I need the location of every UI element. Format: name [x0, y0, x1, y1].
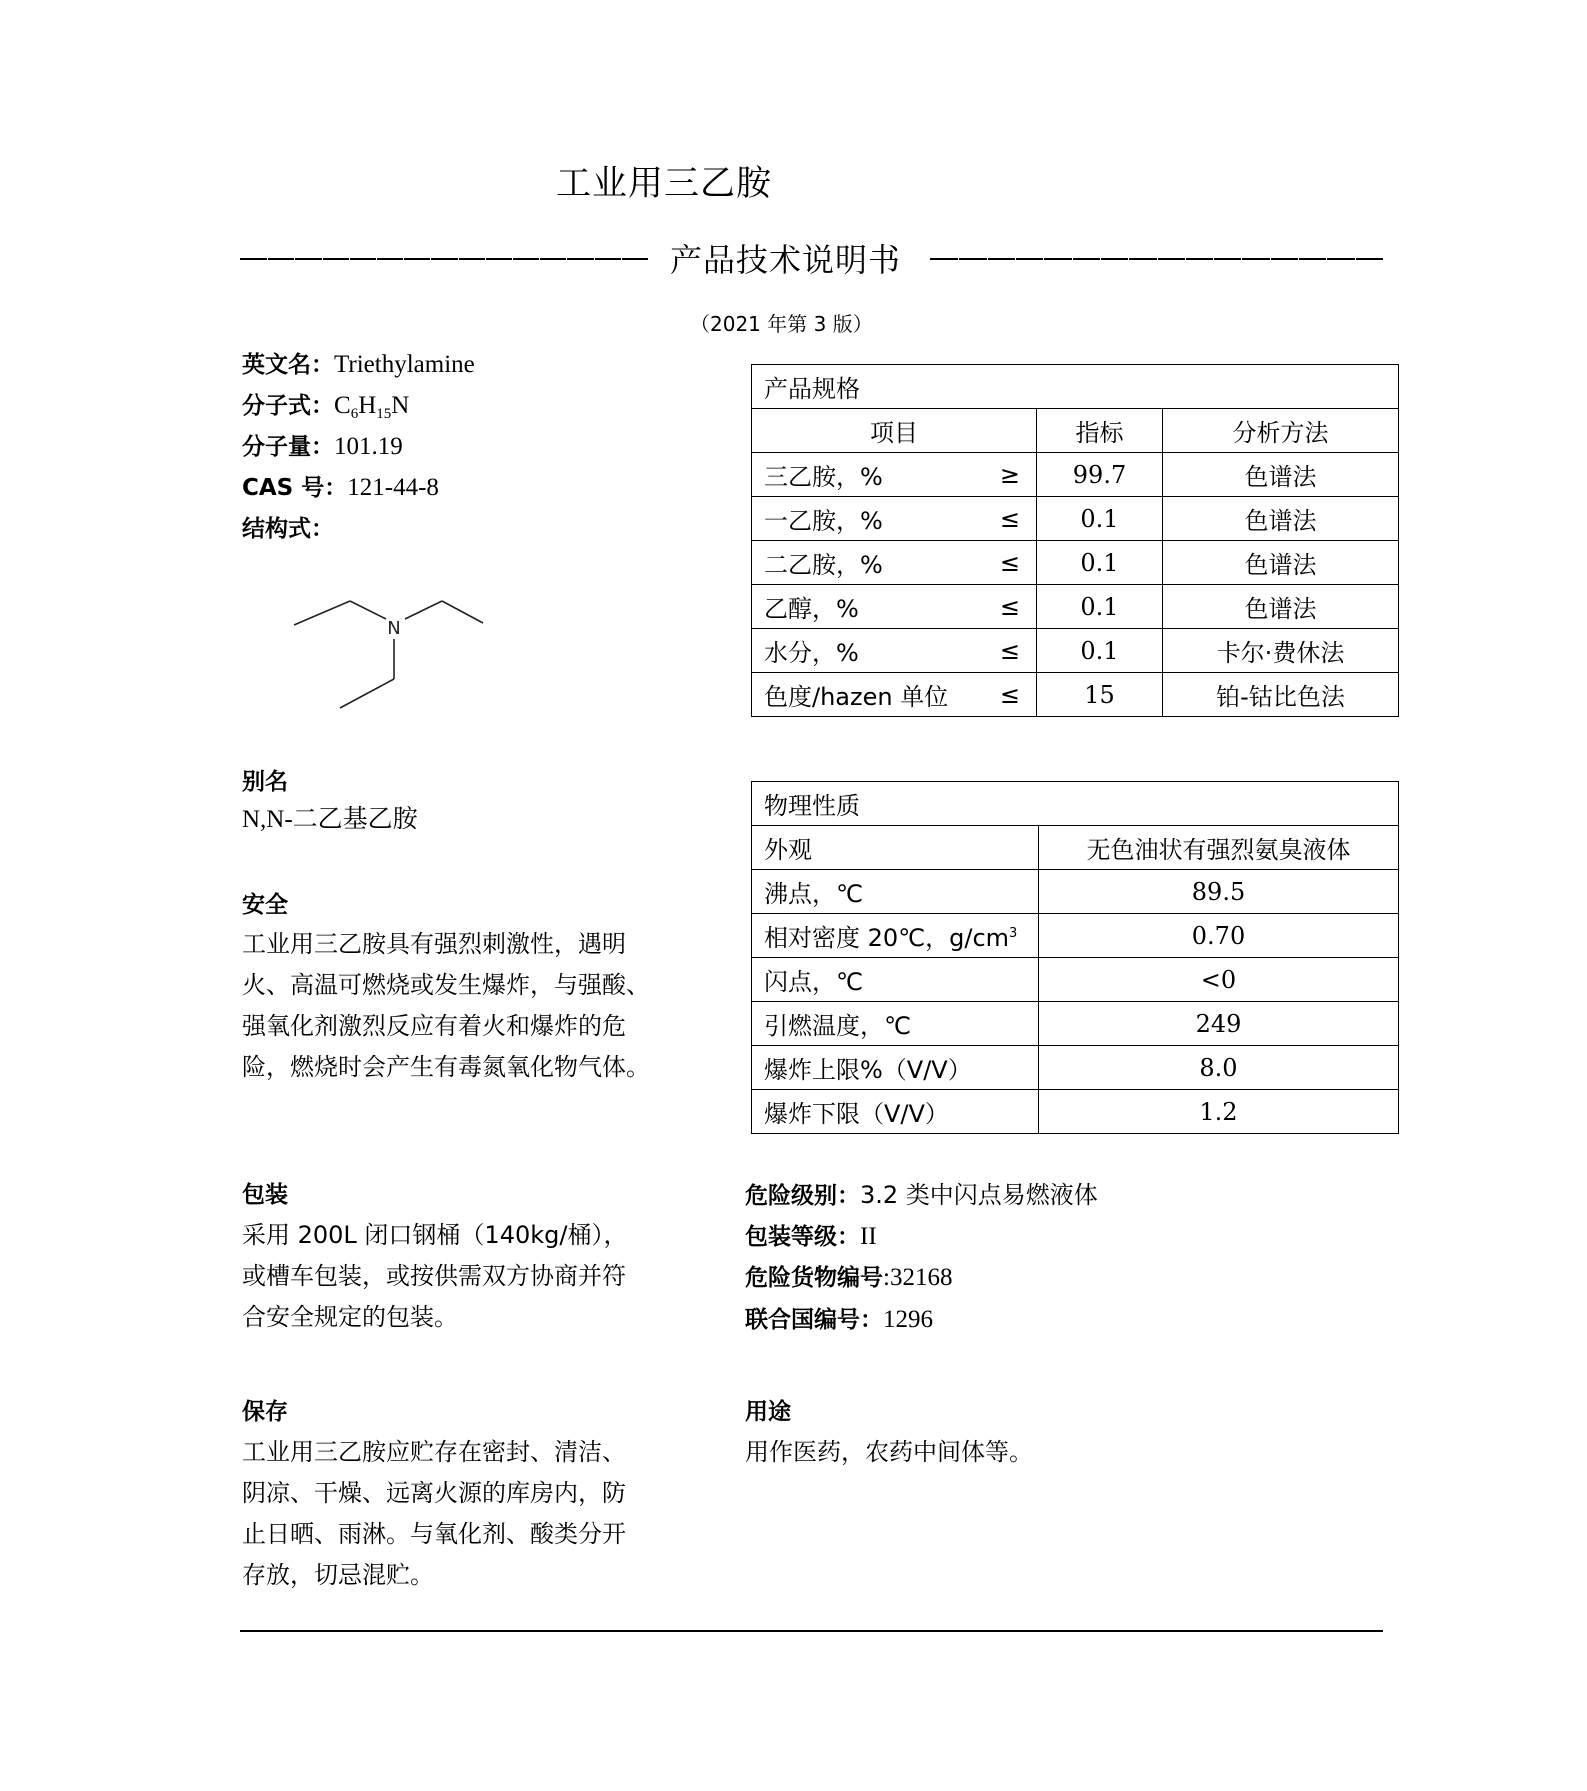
formula-n: N [391, 392, 410, 419]
packaging-heading: 包装 [242, 1182, 288, 1208]
molecular-weight-value: 101.19 [334, 433, 403, 460]
table-row [752, 914, 1399, 958]
molecular-weight-label: 分子量： [242, 434, 334, 460]
paragraph-line: 存放，切忌混贮。 [242, 1561, 434, 1589]
subtitle-dash-right [930, 258, 1383, 260]
packing-group-line [745, 1222, 877, 1252]
property-name: 闪点，℃ [752, 958, 1039, 1002]
spec-item-cell [752, 629, 1037, 673]
property-name-cell [752, 914, 1039, 958]
table-row [752, 673, 1399, 717]
spec-item: 乙醇，% [764, 595, 859, 623]
dash-gap [322, 257, 323, 261]
paragraph-line: 工业用三乙胺具有强烈刺激性，遇明 [242, 930, 626, 958]
bond [405, 601, 442, 619]
safety-paragraph [242, 924, 722, 1088]
document-title: 工业用三乙胺 [556, 164, 773, 204]
dash-gap [1043, 257, 1044, 261]
english-name-label: 英文名： [242, 352, 334, 378]
spec-item-cell [752, 585, 1037, 629]
table-row [752, 629, 1399, 673]
cas-label: CAS 号： [242, 475, 348, 501]
dash-gap [958, 257, 959, 261]
safety-heading: 安全 [242, 892, 288, 918]
document-subtitle: 产品技术说明书 [670, 241, 902, 279]
dash-gap [539, 257, 540, 261]
cas-line [242, 473, 439, 503]
table-row [752, 585, 1399, 629]
dash-gap [512, 257, 513, 261]
un-number-line [745, 1305, 933, 1335]
spec-value: 0.1 [1037, 541, 1163, 585]
paragraph-line: 止日晒、雨淋。与氧化剂、酸类分开 [242, 1520, 626, 1548]
structural-formula-image [290, 595, 500, 715]
spec-item-cell [752, 673, 1037, 717]
alias-text-line [242, 805, 418, 835]
paragraph-line: 火、高温可燃烧或发生爆炸，与强酸、 [242, 971, 650, 999]
paragraph-line: 合安全规定的包装。 [242, 1303, 458, 1331]
edition-label: （2021 年第 3 版） [690, 312, 873, 336]
dash-gap [1100, 257, 1101, 261]
formula-label: 分子式： [242, 393, 334, 419]
subtitle-dash-left [240, 258, 648, 260]
paragraph-line: 强氧化剂激烈反应有着火和爆炸的危 [242, 1012, 626, 1040]
dash-gap [349, 257, 350, 261]
table-row [752, 958, 1399, 1002]
comparator-symbol: ≤ [999, 592, 1020, 621]
column-header: 分析方法 [1163, 409, 1399, 453]
property-name: 相对密度 20℃，g/cm [764, 924, 1010, 952]
formula-c-count: 6 [350, 406, 359, 422]
property-value: 89.5 [1039, 870, 1399, 914]
comparator-symbol: ≤ [999, 548, 1020, 577]
storage-paragraph [242, 1432, 722, 1596]
packing-group-value: II [860, 1223, 877, 1250]
dash-gap [1015, 257, 1016, 261]
table-row [752, 870, 1399, 914]
spec-item: 色度/hazen 单位 [764, 683, 949, 711]
packing-group-label: 包装等级： [745, 1224, 860, 1250]
dash-gap [1185, 257, 1186, 261]
spec-method: 色谱法 [1163, 497, 1399, 541]
bond [340, 679, 394, 708]
property-value: <0 [1039, 958, 1399, 1002]
spec-value: 99.7 [1037, 453, 1163, 497]
dash-gap [403, 257, 404, 261]
formula-c: C [334, 392, 351, 419]
property-name: 爆炸下限（V/V） [752, 1090, 1039, 1134]
column-header: 项目 [752, 409, 1037, 453]
formula-h-count: 15 [376, 406, 392, 422]
comparator-symbol: ≤ [999, 504, 1020, 533]
property-value: 1.2 [1039, 1090, 1399, 1134]
property-value: 无色油状有强烈氨臭液体 [1039, 826, 1399, 870]
dash-gap [1298, 257, 1299, 261]
table-header-row [752, 409, 1399, 453]
formula-h: H [358, 392, 377, 419]
dangerous-goods-number-line [745, 1263, 952, 1293]
un-number-label: 联合国编号： [745, 1307, 883, 1333]
spec-method: 色谱法 [1163, 541, 1399, 585]
property-name: 沸点，℃ [752, 870, 1039, 914]
comparator-symbol: ≤ [999, 636, 1020, 665]
dash-gap [987, 257, 988, 261]
table-row [752, 541, 1399, 585]
paragraph-line: 工业用三乙胺应贮存在密封、清洁、 [242, 1438, 626, 1466]
spec-value: 15 [1037, 673, 1163, 717]
structure-label: 结构式： [242, 516, 334, 542]
table-row [752, 1090, 1399, 1134]
table-row [752, 1002, 1399, 1046]
dash-gap [566, 257, 567, 261]
cas-value: 121-44-8 [347, 474, 439, 501]
table-row [752, 497, 1399, 541]
spec-item: 三乙胺，% [764, 463, 883, 491]
dash-gap [1213, 257, 1214, 261]
bond [442, 601, 483, 623]
alias-text: N,N-二乙基乙胺 [242, 806, 418, 833]
product-spec-table [751, 364, 1399, 717]
comparator-symbol: ≤ [999, 680, 1020, 709]
table-row [752, 826, 1399, 870]
dash-gap [1355, 257, 1356, 261]
dash-gap [1241, 257, 1242, 261]
dash-gap [1157, 257, 1158, 261]
paragraph-line: 险，燃烧时会产生有毒氮氧化物气体。 [242, 1053, 650, 1081]
english-name-line [242, 350, 475, 380]
bond [350, 601, 386, 619]
bottom-divider [240, 1630, 1383, 1632]
packaging-paragraph [242, 1215, 722, 1338]
dash-gap [594, 257, 595, 261]
dash-gap [376, 257, 377, 261]
table-title: 物理性质 [752, 782, 1399, 826]
dangerous-goods-number-value: :32168 [883, 1264, 953, 1291]
paragraph-line: 或槽车包装，或按供需双方协商并符 [242, 1262, 626, 1290]
hazard-class-line [745, 1180, 1098, 1211]
subtitle-row [240, 240, 1383, 280]
formula-line [242, 391, 409, 429]
spec-method: 卡尔·费休法 [1163, 629, 1399, 673]
spec-value: 0.1 [1037, 497, 1163, 541]
dash-gap [1270, 257, 1271, 261]
spec-method: 铂-钴比色法 [1163, 673, 1399, 717]
spec-item: 水分，% [764, 639, 859, 667]
dash-gap [485, 257, 486, 261]
paragraph-line: 用作医药，农药中间体等。 [745, 1438, 1033, 1466]
table-row [752, 453, 1399, 497]
english-name-value: Triethylamine [334, 351, 475, 378]
spec-value: 0.1 [1037, 585, 1163, 629]
physical-properties-table [751, 781, 1399, 1134]
nitrogen-atom-label: N [387, 618, 401, 639]
structure-line [242, 514, 334, 544]
table-title-row [752, 782, 1399, 826]
hazard-class-label: 危险级别： [745, 1183, 860, 1209]
alias-heading: 别名 [242, 769, 288, 795]
molecular-weight-line [242, 432, 403, 462]
table-title: 产品规格 [752, 365, 1399, 409]
paragraph-line: 阴凉、干燥、远离火源的库房内，防 [242, 1479, 626, 1507]
dash-gap [458, 257, 459, 261]
spec-method: 色谱法 [1163, 585, 1399, 629]
storage-heading: 保存 [242, 1399, 288, 1425]
spec-item-cell [752, 453, 1037, 497]
comparator-symbol: ≥ [999, 460, 1020, 489]
dash-gap [267, 257, 268, 261]
table-row [752, 1046, 1399, 1090]
property-name: 外观 [752, 826, 1039, 870]
property-name: 引燃温度，℃ [752, 1002, 1039, 1046]
spec-item: 一乙胺，% [764, 507, 883, 535]
spec-item-cell [752, 541, 1037, 585]
dash-gap [430, 257, 431, 261]
property-value: 249 [1039, 1002, 1399, 1046]
dash-gap [621, 257, 622, 261]
formula-value [334, 392, 410, 422]
spec-method: 色谱法 [1163, 453, 1399, 497]
dash-gap [294, 257, 295, 261]
spec-item-cell [752, 497, 1037, 541]
spec-item: 二乙胺，% [764, 551, 883, 579]
property-superscript: 3 [1009, 926, 1018, 941]
bond [294, 601, 350, 625]
paragraph-line: 采用 200L 闭口钢桶（140kg/桶）， [242, 1221, 628, 1249]
un-number-value: 1296 [883, 1306, 933, 1333]
dash-gap [1128, 257, 1129, 261]
spec-value: 0.1 [1037, 629, 1163, 673]
property-value: 8.0 [1039, 1046, 1399, 1090]
usage-heading: 用途 [745, 1399, 791, 1425]
column-header: 指标 [1037, 409, 1163, 453]
property-name: 爆炸上限%（V/V） [752, 1046, 1039, 1090]
dash-gap [1326, 257, 1327, 261]
table-title-row [752, 365, 1399, 409]
property-value: 0.70 [1039, 914, 1399, 958]
dash-gap [1072, 257, 1073, 261]
hazard-class-value: 3.2 类中闪点易燃液体 [860, 1181, 1098, 1209]
dangerous-goods-number-label: 危险货物编号 [745, 1265, 883, 1291]
usage-paragraph [745, 1432, 1225, 1473]
